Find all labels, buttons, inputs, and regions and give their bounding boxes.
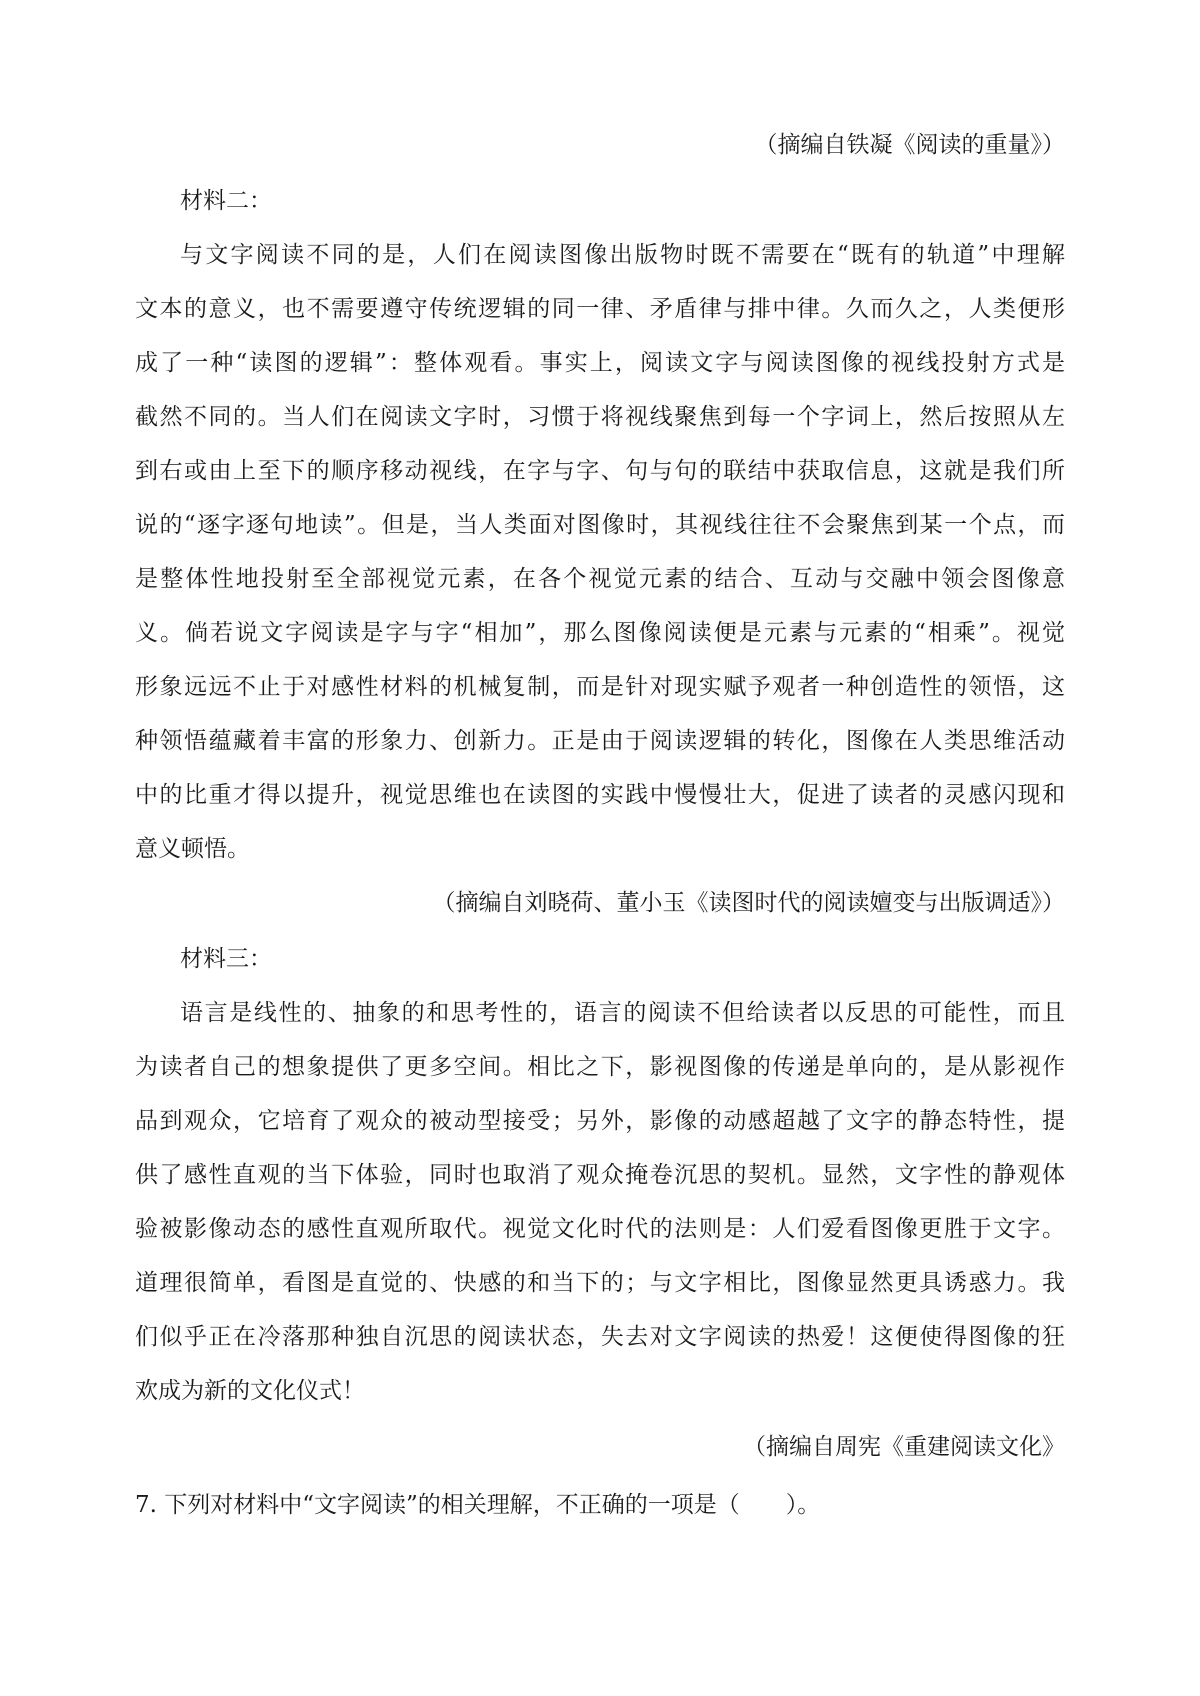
material-2-line: 中的比重才得以提升，视觉思维也在读图的实践中慢慢壮大，促进了读者的灵感闪现和 xyxy=(135,782,1065,808)
material-2-line: 意义顿悟。 xyxy=(135,836,250,862)
material-3-line: 们似乎正在冷落那种独自沉思的阅读状态，失去对文字阅读的热爱！这便使得图像的狂 xyxy=(135,1324,1065,1350)
material-3-line: 品到观众，它培育了观众的被动型接受；另外，影像的动感超越了文字的静态特性，提 xyxy=(135,1108,1065,1134)
material-2-line: 形象远远不止于对感性材料的机械复制，而是针对现实赋予观者一种创造性的领悟，这 xyxy=(135,674,1065,700)
source-citation-2: （摘编自刘晓荷、董小玉《读图时代的阅读嬗变与出版调适》） xyxy=(432,890,1065,916)
material-2-line: 与文字阅读不同的是，人们在阅读图像出版物时既不需要在“既有的轨道”中理解 xyxy=(180,242,1065,268)
material-3-line: 为读者自己的想象提供了更多空间。相比之下，影视图像的传递是单向的，是从影视作 xyxy=(135,1054,1065,1080)
material-2-line: 义。倘若说文字阅读是字与字“相加”，那么图像阅读便是元素与元素的“相乘”。视觉 xyxy=(135,620,1065,646)
material-2-line: 到右或由上至下的顺序移动视线，在字与字、句与句的联结中获取信息，这就是我们所 xyxy=(135,458,1065,484)
material-2-line: 是整体性地投射至全部视觉元素，在各个视觉元素的结合、互动与交融中领会图像意 xyxy=(135,566,1065,592)
material-2-line: 截然不同的。当人们在阅读文字时，习惯于将视线聚焦到每一个字词上，然后按照从左 xyxy=(135,404,1065,430)
material-2-line: 成了一种“读图的逻辑”：整体观看。事实上，阅读文字与阅读图像的视线投射方式是 xyxy=(135,350,1065,376)
material-2-heading: 材料二： xyxy=(180,188,272,214)
material-2-line: 说的“逐字逐句地读”。但是，当人类面对图像时，其视线往往不会聚焦到某一个点，而 xyxy=(135,512,1065,538)
material-2-line: 种领悟蕴藏着丰富的形象力、创新力。正是由于阅读逻辑的转化，图像在人类思维活动 xyxy=(135,728,1065,754)
material-3-line: 验被影像动态的感性直观所取代。视觉文化时代的法则是：人们爱看图像更胜于文字。 xyxy=(135,1216,1065,1242)
material-3-line: 道理很简单，看图是直觉的、快感的和当下的；与文字相比，图像显然更具诱惑力。我 xyxy=(135,1270,1065,1296)
material-3-line: 语言是线性的、抽象的和思考性的，语言的阅读不但给读者以反思的可能性，而且 xyxy=(180,1000,1065,1026)
material-2-line: 文本的意义，也不需要遵守传统逻辑的同一律、矛盾律与排中律。久而久之，人类便形 xyxy=(135,296,1065,322)
material-3-heading: 材料三： xyxy=(180,946,272,972)
source-citation-1: （摘编自铁凝《阅读的重量》） xyxy=(754,132,1065,158)
source-citation-3: （摘编自周宪《重建阅读文化》 xyxy=(743,1434,1065,1460)
material-3-line: 欢成为新的文化仪式！ xyxy=(135,1378,365,1404)
material-3-line: 供了感性直观的当下体验，同时也取消了观众掩卷沉思的契机。显然，文字性的静观体 xyxy=(135,1162,1065,1188)
question-7: 7. 下列对材料中“文字阅读”的相关理解，不正确的一项是（ ）。 xyxy=(135,1492,821,1518)
